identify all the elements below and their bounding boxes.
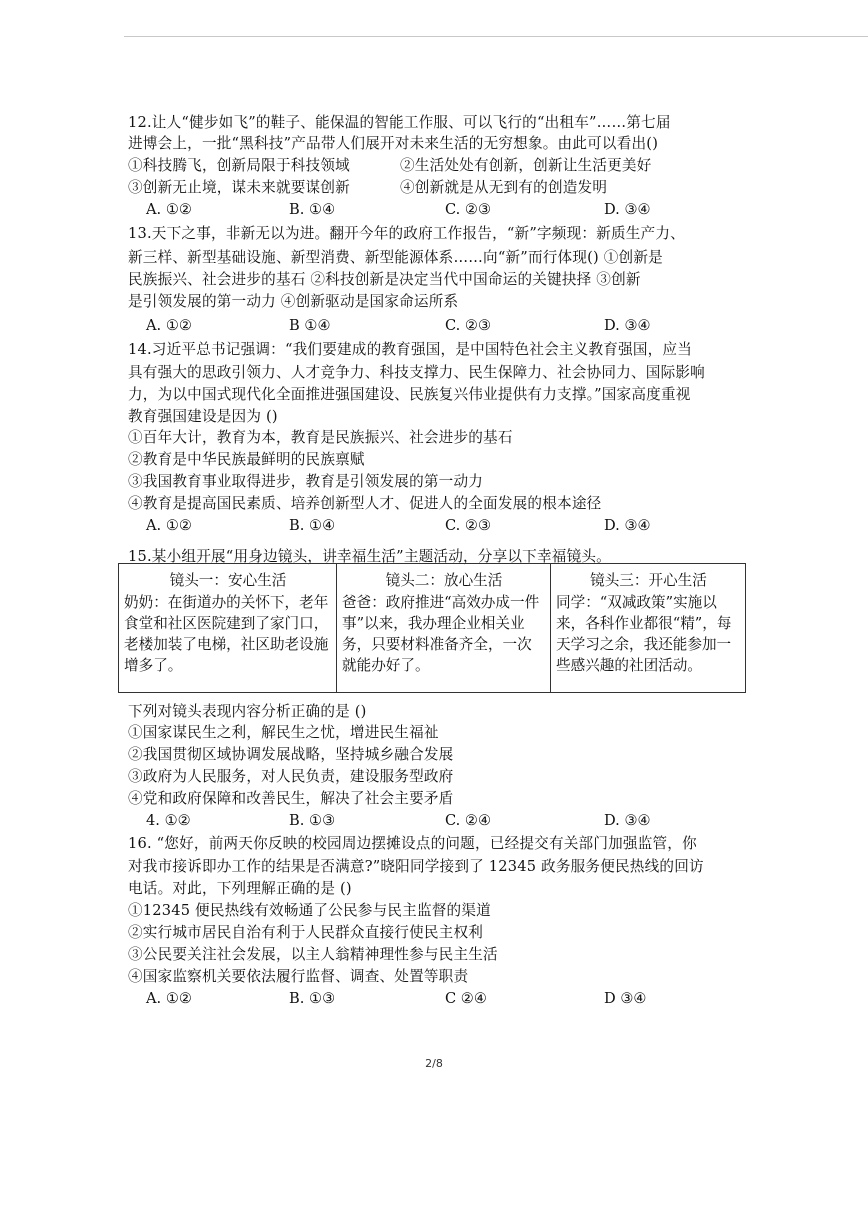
q12-option-d[interactable]: D. ③④ <box>604 201 651 218</box>
q16-option-a[interactable]: A. ①② <box>146 990 192 1007</box>
q15-statement-1: ①国家谋民生之利，解民生之忧，增进民生福祉 <box>128 724 439 741</box>
q14-stem-line1: 14.习近平总书记强调：“我们要建成的教育强国，是中国特色社会主义教育强国，应当 <box>128 341 693 358</box>
q14-stem-line4: 教育强国建设是因为 () <box>128 408 278 425</box>
q15-scene-3-body: 同学：“双减政策”实施以来，各科作业都很“精”，每天学习之余，我还能参加一些感兴趣的社团活动。 <box>556 594 732 674</box>
q15-option-c[interactable]: C. ②④ <box>445 812 492 829</box>
q15-option-d[interactable]: D. ③④ <box>604 812 651 829</box>
q12-option-c[interactable]: C. ②③ <box>445 201 492 218</box>
q13-option-b[interactable]: B ①④ <box>289 317 331 334</box>
q12-statement-2: ②生活处处有创新，创新让生活更美好 <box>400 157 652 174</box>
q16-statement-3: ③公民要关注社会发展，以主人翁精神理性参与民主生活 <box>128 946 498 963</box>
q13-stem-line3: 民族振兴、社会进步的基石 ②科技创新是决定当代中国命运的关键抉择 ③创新 <box>128 271 641 288</box>
q12-statement-1: ①科技腾飞，创新局限于科技领域 <box>128 157 350 174</box>
q16-statement-2: ②实行城市居民自治有利于人民群众直接行使民主权利 <box>128 924 484 941</box>
q14-statement-2: ②教育是中华民族最鲜明的民族禀赋 <box>128 451 365 468</box>
q15-scene-3-title: 镜头三：开心生活 <box>590 572 707 589</box>
q16-statement-1: ①12345 便民热线有效畅通了公民参与民主监督的渠道 <box>128 902 491 919</box>
q13-stem-line4: 是引领发展的第一动力 ④创新驱动是国家命运所系 <box>128 293 459 310</box>
q15-scene-2-body: 爸爸：政府推进“高效办成一件事”以来，我办理企业相关业务，只要材料准备齐全，一次就能办好了。 <box>342 594 540 674</box>
q13-stem-line1: 13.天下之事，非新无以为进。翻开今年的政府工作报告，“新”字频现：新质生产力、 <box>128 225 685 242</box>
q14-statement-3: ③我国教育事业取得进步，教育是引领发展的第一动力 <box>128 473 484 490</box>
q14-stem-line2: 具有强大的思政引领力、人才竞争力、科技支撑力、民生保障力、社会协同力、国际影响 <box>128 364 705 381</box>
q14-option-a[interactable]: A. ①② <box>146 517 192 534</box>
q15-question: 下列对镜头表现内容分析正确的是 () <box>128 703 367 720</box>
q15-scene-2-title: 镜头二：放心生活 <box>385 572 503 589</box>
q15-scene-1-body: 奶奶：在街道办的关怀下，老年食堂和社区医院建到了家门口，老楼加装了电梯，社区助老设施增多了。 <box>124 594 329 674</box>
q15-scene-table <box>118 563 746 693</box>
q13-option-a[interactable]: A. ①② <box>146 317 192 334</box>
q15-statement-2: ②我国贯彻区域协调发展战略，坚持城乡融合发展 <box>128 746 454 763</box>
q15-option-b[interactable]: B. ①③ <box>289 812 336 829</box>
q16-statement-4: ④国家监察机关要依法履行监督、调查、处置等职责 <box>128 968 469 985</box>
q15-option-a[interactable]: 4. ①② <box>146 812 191 829</box>
q14-option-d[interactable]: D. ③④ <box>604 517 651 534</box>
q13-stem-line2: 新三样、新型基础设施、新型消费、新型能源体系……向“新”而行体现() ①创新是 <box>128 249 663 266</box>
q15-scene-3 <box>551 564 745 692</box>
q12-statement-3: ③创新无止境，谋未来就要谋创新 <box>128 179 350 196</box>
q16-option-d[interactable]: D ③④ <box>604 990 647 1007</box>
q14-stem-line3: 力，为以中国式现代化全面推进强国建设、民族复兴伟业提供有力支撑。”国家高度重视 <box>128 386 691 403</box>
q13-option-c[interactable]: C. ②③ <box>445 317 492 334</box>
q15-statement-4: ④党和政府保障和改善民生，解决了社会主要矛盾 <box>128 790 454 807</box>
q12-stem-line1: 12.让人“健步如飞”的鞋子、能保温的智能工作服、可以飞行的“出租车”……第七届 <box>128 114 671 131</box>
q12-option-b[interactable]: B. ①④ <box>289 201 336 218</box>
q15-scene-2 <box>337 564 551 692</box>
q12-stem-line2: 进博会上，一批“黑科技”产品带人们展开对未来生活的无穷想象。由此可以看出() <box>128 135 659 152</box>
q15-statement-3: ③政府为人民服务，对人民负责，建设服务型政府 <box>128 768 454 785</box>
q14-option-b[interactable]: B. ①④ <box>289 517 336 534</box>
q16-option-b[interactable]: B. ①③ <box>289 990 336 1007</box>
q14-statement-1: ①百年大计，教育为本，教育是民族振兴、社会进步的基石 <box>128 429 513 446</box>
q13-option-d[interactable]: D. ③④ <box>604 317 651 334</box>
q16-option-c[interactable]: C ②④ <box>445 990 487 1007</box>
q12-statement-4: ④创新就是从无到有的创造发明 <box>400 179 608 196</box>
page-number: 2/8 <box>425 1057 443 1070</box>
q16-stem-line3: 电话。对此，下列理解正确的是 () <box>128 880 352 897</box>
q16-stem-line2: 对我市接诉即办工作的结果是否满意?”晓阳同学接到了 12345 政务服务便民热线的回访 <box>128 858 704 875</box>
q15-scene-1 <box>119 564 337 692</box>
q14-option-c[interactable]: C. ②③ <box>445 517 492 534</box>
q15-stem-line1: 15.某小组开展“用身边镜头，讲幸福生活”主题活动，分享以下幸福镜头。 <box>128 548 611 565</box>
q12-option-a[interactable]: A. ①② <box>146 201 192 218</box>
q16-stem-line1: 16. “您好，前两天你反映的校园周边摆摊设点的问题，已经提交有关部门加强监管，你 <box>128 835 697 852</box>
q15-scene-1-title: 镜头一：安心生活 <box>169 572 287 589</box>
q14-statement-4: ④教育是提高国民素质、培养创新型人才、促进人的全面发展的根本途径 <box>128 495 602 512</box>
